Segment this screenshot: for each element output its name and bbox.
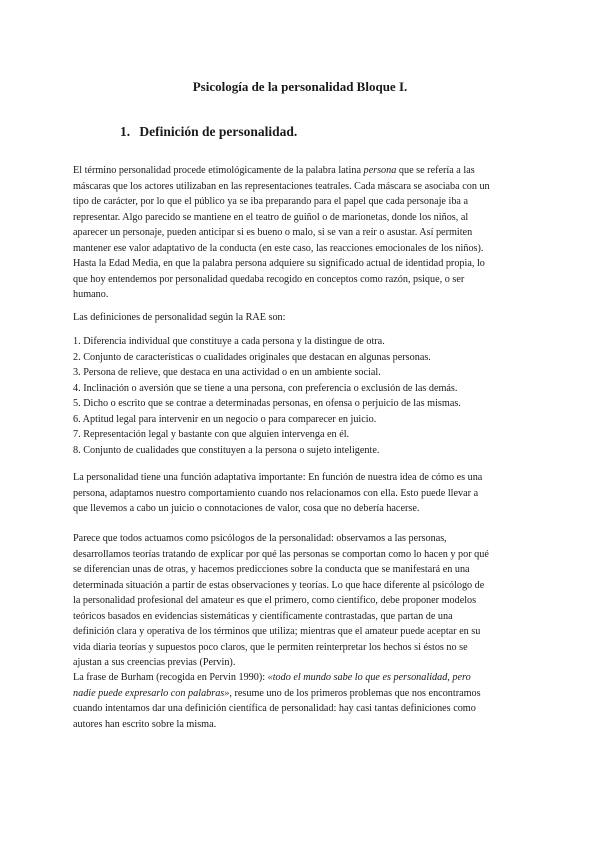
text-line: autores han escrito sobre la misma. [73, 718, 217, 730]
quote-text: nadie puede expresarlo con palabras» [73, 687, 230, 699]
text-line: Parece que todos actuamos como psicólogos de la personalidad: observamos a las personas, [73, 533, 447, 544]
rae-intro: Las definiciones de personalidad según la RAE son: [73, 312, 286, 323]
text-line: que llevemos a cabo un juicio o connotaciones de valor, cosa que no debería hacerse. [73, 503, 420, 514]
document-title: Psicología de la personalidad Bloque I. [192, 79, 408, 94]
text-line: mantener ese valor adaptativo de la conducta (en este caso, las reacciones emocionales de los niños). [73, 242, 484, 254]
paragraph-adaptive-function [73, 470, 533, 517]
paragraph-psychologists [73, 531, 533, 671]
text-line: aparecer un personaje, pueden anticipar si es bueno o malo, si se van a reír o asustar. Así permiten [73, 227, 473, 238]
list-item: 1. Diferencia individual que constituye a cada persona y la distingue de otra. [73, 336, 385, 347]
list-item: 7. Representación legal y bastante con que alguien intervenga en él. [73, 429, 350, 440]
text-line: La personalidad tiene una función adaptativa importante: En función de nuestra idea de cómo es una [73, 472, 483, 483]
text-line: cuando intentamos dar una definición científica de personalidad: hay casi tantas definiciones como [73, 703, 476, 714]
text-line: La frase de Burham (recogida en Pervin 1990): «todo el mundo sabe lo que es personalidad, pero [73, 672, 471, 683]
text-line: El término personalidad procede etimológicamente de la palabra latina persona que se refería a las [73, 165, 475, 176]
text-line: humano. [73, 289, 109, 300]
text-line: desarrollamos teorías tratando de explicar por qué las personas se comportan como lo hacen y por qué [73, 548, 489, 560]
paragraph-burham-quote [73, 670, 533, 732]
text-line: nadie puede expresarlo con palabras», resume uno de los primeros problemas que nos encontramos [73, 687, 481, 699]
text-line: teóricos basados en evidencias sistemáticas y científicamente contrastadas, que partan de una [73, 610, 453, 622]
text-line: la personalidad profesional del amateur es que el primero, como científico, debe proponer modelos [73, 595, 477, 606]
text-line: ajustan a sus creencias previas (Pervin). [73, 657, 236, 668]
italic-word: persona [363, 165, 397, 176]
section-number: 1. [120, 124, 131, 139]
text-line: representar. Algo parecido se mantiene en el teatro de guiñol o de marionetas, donde los niños, al [73, 211, 469, 223]
text-line: se diferencian unas de otras, y hacemos predicciones sobre la conducta que se manifestará en una [73, 564, 470, 575]
section-heading [120, 124, 297, 140]
list-item: 8. Conjunto de cualidades que constituyen a la persona o sujeto inteligente. [73, 444, 380, 456]
list-item: 2. Conjunto de características o cualidades originales que destacan en algunas personas. [73, 351, 431, 363]
text-line: definición clara y operativa de los términos que utiliza; mientras que el amateur puede aceptar en su [73, 626, 481, 637]
text-line: determinada situación a partir de estas observaciones y teorías. Lo que hace diferente al psicólogo de [73, 579, 485, 591]
text-line: vida diaria teorías y supuestos poco claros, que le permiten reinterpretar los hechos si éstos no se [73, 641, 468, 653]
list-item: 5. Dicho o escrito que se contrae a determinadas personas, en ofensa o perjuicio de las mismas. [73, 398, 461, 409]
paragraph-etymology [73, 163, 533, 303]
list-item: 6. Aptitud legal para intervenir en un negocio o para comparecer en juicio. [73, 413, 377, 425]
section-title: Definición de personalidad. [139, 124, 298, 139]
quote-text: «todo el mundo sabe lo que es personalidad, pero [265, 672, 471, 683]
text-line: Hasta la Edad Media, en que la palabra persona adquiere su significado actual de identidad propia, lo [73, 258, 485, 269]
text-line: máscaras que los actores utilizaban en las representaciones teatrales. Cada máscara se asociaba con un [73, 180, 490, 192]
list-item: 3. Persona de relieve, que destaca en una actividad o en un ambiente social. [73, 367, 381, 378]
text-line: persona, adaptamos nuestro comportamiento cuando nos relacionamos con ella. Esto puede llevar a [73, 487, 479, 499]
rae-definitions-list [73, 334, 533, 458]
list-item: 4. Inclinación o aversión que se tiene a una persona, con preferencia o exclusión de las demás. [73, 382, 458, 394]
text-line: tipo de carácter, por lo que el público ya se iba preparando para el papel que cada personaje iba a [73, 196, 469, 207]
text-line: que hoy entendemos por personalidad quedaba recogido en conceptos como razón, psique, o ser [73, 273, 465, 285]
